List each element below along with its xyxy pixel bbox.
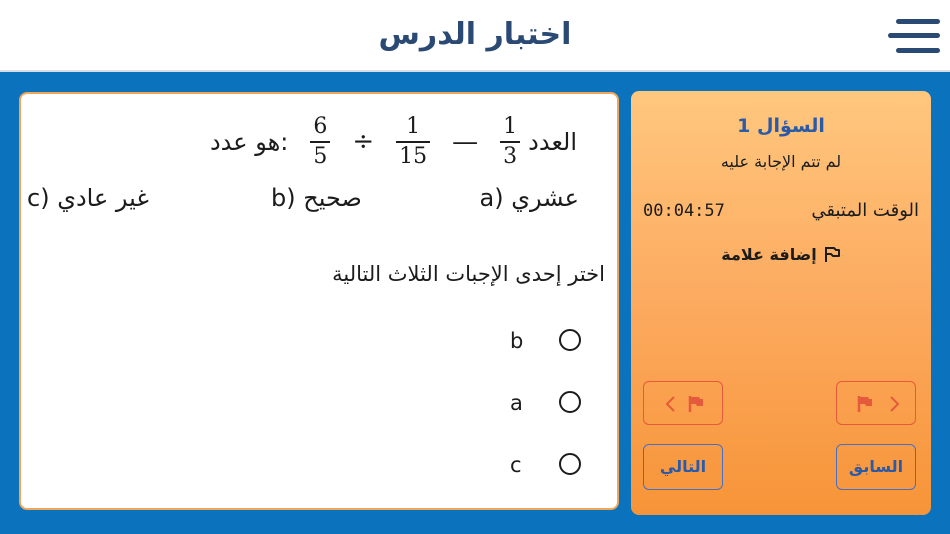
prompt-start: العدد — [528, 128, 577, 156]
prompt-end: هو عدد: — [209, 128, 289, 156]
answer-option-c[interactable] — [461, 446, 611, 486]
answer-option-a[interactable] — [461, 384, 611, 424]
fraction-numerator: 1 — [503, 114, 518, 139]
chevron-right-icon — [887, 394, 901, 414]
page-title: اختبار الدرس — [378, 17, 572, 52]
time-remaining-value: 00:04:57 — [643, 201, 725, 221]
radio-icon[interactable] — [559, 329, 581, 351]
flag-icon — [686, 394, 706, 414]
answer-option-b[interactable] — [461, 322, 611, 362]
prev-flagged-button[interactable] — [643, 381, 723, 425]
fraction-denominator: 5 — [313, 144, 328, 169]
choices-row — [21, 184, 617, 220]
side-panel — [631, 91, 931, 515]
fraction-3 — [310, 113, 330, 171]
fraction-2 — [396, 113, 430, 171]
choice-b: b) صحيح — [271, 184, 362, 212]
choice-a: a) عشري — [479, 184, 579, 212]
previous-button[interactable]: السابق — [836, 444, 916, 490]
divide-operator: ÷ — [352, 127, 375, 157]
fraction-denominator: 15 — [399, 144, 428, 169]
next-flagged-button[interactable] — [836, 381, 916, 425]
fraction-numerator: 1 — [406, 114, 421, 139]
flag-outline-icon — [823, 245, 841, 263]
chevron-left-icon — [664, 394, 678, 414]
question-card — [19, 92, 619, 510]
choice-c: c) غير عادي — [27, 184, 149, 212]
fraction-numerator: 6 — [313, 114, 328, 139]
radio-icon[interactable] — [559, 391, 581, 413]
minus-operator: — — [452, 127, 479, 157]
fraction-denominator: 3 — [503, 144, 518, 169]
menu-icon[interactable] — [888, 17, 940, 57]
header-bar — [0, 0, 950, 72]
question-prompt — [210, 112, 577, 172]
next-button[interactable]: التالي — [643, 444, 723, 490]
question-number: السؤال 1 — [737, 115, 825, 137]
question-status: لم تتم الإجابة عليه — [720, 152, 842, 171]
time-remaining-label: الوقت المتبقي — [811, 200, 919, 221]
flag-icon — [855, 394, 875, 414]
add-flag-label: إضافة علامة — [721, 245, 817, 264]
radio-icon[interactable] — [559, 453, 581, 475]
answer-label: b — [510, 329, 524, 353]
answer-label: a — [510, 391, 523, 415]
instruction-text: اختر إحدى الإجبات الثلاث التالية — [332, 262, 605, 286]
fraction-1 — [500, 113, 520, 171]
add-flag-button[interactable] — [631, 245, 931, 264]
answer-label: c — [510, 453, 522, 477]
